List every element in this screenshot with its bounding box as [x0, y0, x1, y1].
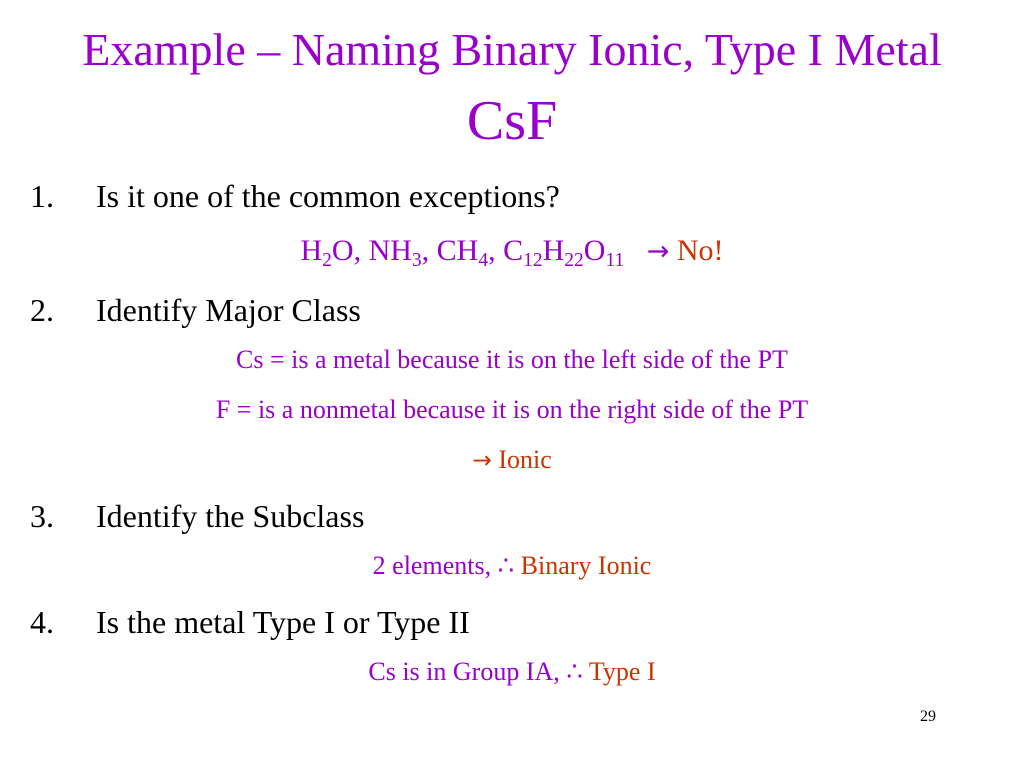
- slide-formula-title: CsF: [466, 90, 558, 152]
- step-1-text: Is it one of the common exceptions?: [96, 178, 560, 214]
- step-3-number: 3.: [30, 498, 54, 534]
- therefore-icon: ∴: [566, 657, 583, 686]
- step-3-text: Identify the Subclass: [96, 498, 365, 534]
- page-number: 29: [920, 708, 936, 725]
- step-1-number: 1.: [30, 178, 54, 214]
- subclass-lead: 2 elements,: [372, 551, 492, 580]
- therefore-icon: ∴: [497, 551, 515, 580]
- step-4-number: 4.: [30, 604, 54, 640]
- metal-type-lead: Cs is in Group IA,: [368, 657, 560, 686]
- slide-title: Example – Naming Binary Ionic, Type I Metal: [82, 24, 942, 75]
- step-2-number: 2.: [30, 292, 54, 328]
- major-class-result: [0, 443, 1024, 477]
- major-class-value: Ionic: [498, 445, 552, 474]
- step-4-text: Is the metal Type I or Type II: [96, 604, 470, 640]
- subclass-value: Binary Ionic: [520, 551, 652, 580]
- exception-answer: No!: [676, 234, 724, 267]
- exception-formulas: $H_2O$, $NH_3$, $CH_4$, $C_{12}H_{22}O_{11}$: [300, 234, 625, 271]
- step-2-text: Identify Major Class: [96, 292, 361, 328]
- arrow-right-icon: →: [472, 446, 492, 474]
- arrow-right-icon: →: [646, 236, 670, 267]
- metal-type-value: Type I: [588, 657, 656, 686]
- exceptions-line: [0, 232, 1024, 271]
- subclass-line: [0, 549, 1024, 583]
- metal-type-line: [0, 655, 1024, 689]
- nonmetal-explanation: F = is a nonmetal because it is on the right side of the PT: [215, 395, 809, 424]
- metal-explanation: Cs = is a metal because it is on the left side of the PT: [236, 345, 788, 374]
